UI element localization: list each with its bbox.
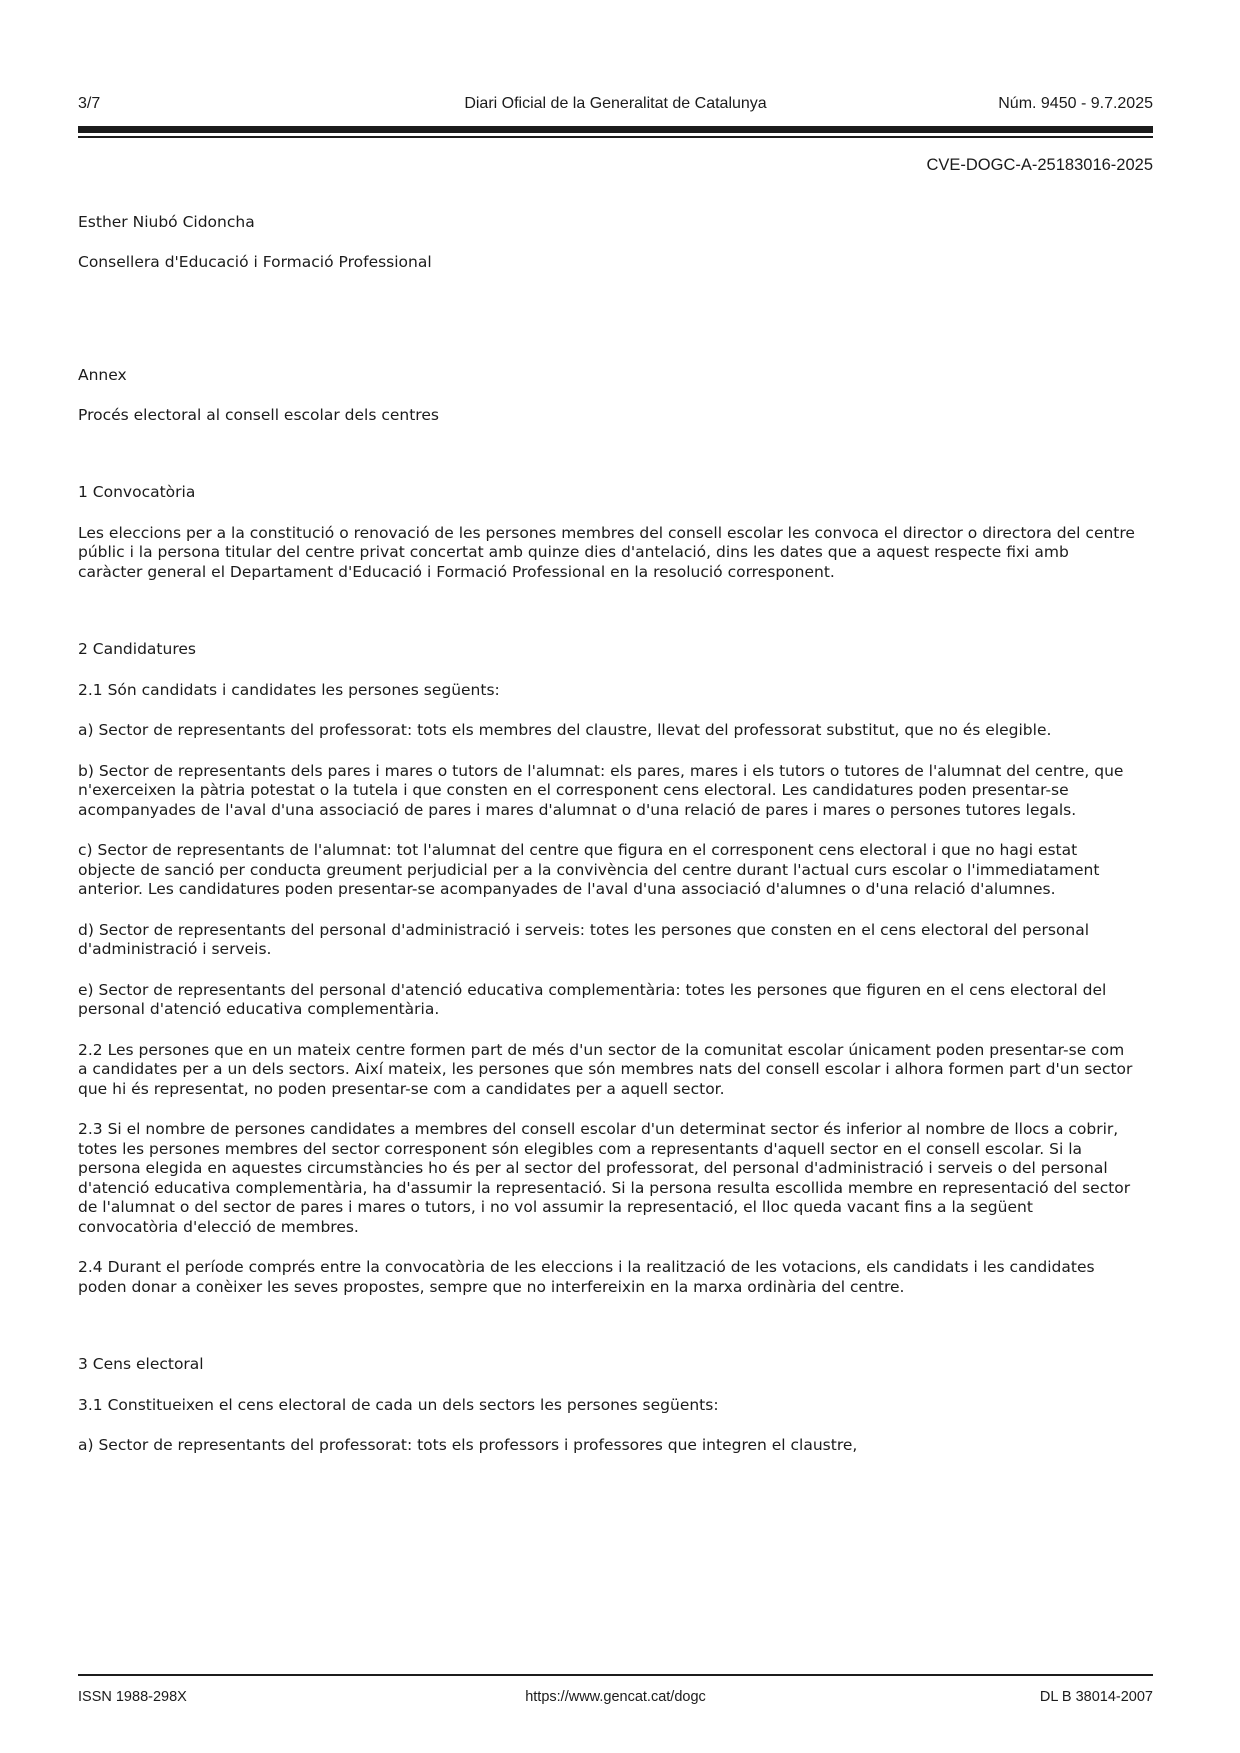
paragraph: e) Sector de representants del personal d'atenció educativa complementària: totes les persones que figuren en el cens electoral del personal d'atenció educativa complementària. [78, 980, 1107, 1018]
page-footer [78, 1674, 1153, 1706]
page-header [78, 95, 1153, 113]
signer-name: Esther Niubó Cidoncha [78, 213, 255, 231]
paragraph: 2.1 Són candidats i candidates les persones següents: [78, 680, 500, 699]
signer-title: Consellera d'Educació i Formació Professional [78, 252, 432, 271]
page-number: 3/7 [78, 95, 101, 112]
paragraph: 2.4 Durant el període comprés entre la convocatòria de les eleccions i la realització de les votacions, els candidats i les candidates poden donar a conèixer les seves propostes, sempre que no interfereixin en la marxa ordinària del centre. [78, 1258, 1095, 1296]
annex-label: Annex [78, 366, 127, 384]
paragraph: Les eleccions per a la constitució o renovació de les persones membres del consell escolar les convoca el director o directora del centre públic i la persona titular del centre privat concertat amb quinze dies d'antelació, dins les dates que a aquest respecte fixi amb caràcter general el Departament d'Educació i Formació Professional en la resolució corresponent. [78, 523, 1135, 581]
issue-number: Núm. 9450 - 9.7.2025 [998, 95, 1153, 112]
paragraph: a) Sector de representants del professorat: tots els professors i professores que integren el claustre, [78, 1436, 858, 1454]
dogc-url-link[interactable]: https://www.gencat.cat/dogc [525, 1689, 706, 1705]
header-rule [78, 126, 1153, 138]
legal-deposit: DL B 38014-2007 [1039, 1689, 1153, 1705]
paragraph: c) Sector de representants de l'alumnat: tot l'alumnat del centre que figura en el corresponent cens electoral i que no hagi estat objecte de sanció per conducta greument perjudicial per a la convivència del centre durant l'actual curs escolar o l'immediatament anterior. Les candidatures poden presentar-se acompanyades de l'aval d'una associació d'alumnes o d'una relació d'alumnes. [78, 841, 1100, 898]
header-rule-thin [78, 136, 1153, 138]
paragraph: b) Sector de representants dels pares i mares o tutors de l'alumnat: els pares, mares i els tutors o tutores de l'alumnat del centre, que n'exerceixen la pàtria potestat o la tutela i que consten en el corresponent cens electoral. Les candidatures poden presentar-se acompanyades de l'aval d'una associació de pares i mares d'alumnat o d'una relació de pares i mares o persones tutores legals. [78, 761, 1124, 819]
annex-title: Procés electoral al consell escolar dels centres [78, 405, 439, 424]
paragraph: 2.3 Si el nombre de persones candidates a membres del consell escolar d'un determinat sector és inferior al nombre de llocs a cobrir, totes les persones membres del sector corresponent són elegibles com a representants d'aquell sector en el consell escolar. Si la persona elegida en aquestes circumstàncies ho és per al sector del professorat, del personal d'administració i serveis o del personal d'atenció educativa complementària, ha d'assumir la representació. Si la persona resulta escollida membre en representació del sector de l'alumnat o del sector de pares i mares o tutors, i no vol assumir la representació, el lloc queda vacant fins a la següent convocatòria d'elecció de membres. [78, 1120, 1131, 1236]
paragraph: 2.2 Les persones que en un mateix centre formen part de més d'un sector de la comunitat escolar únicament poden presentar-se com a candidates per a un dels sectors. Així mateix, les persones que són membres nats del consell escolar i alhora formen part d'un sector que hi és representat, no poden presentar-se com a candidates per a aquell sector. [78, 1040, 1133, 1098]
section-heading: 3 Cens electoral [78, 1355, 204, 1373]
journal-title: Diari Oficial de la Generalitat de Catalunya [464, 95, 767, 112]
issn-number: ISSN 1988-298X [78, 1689, 187, 1705]
paragraph: 3.1 Constitueixen el cens electoral de cada un dels sectors les persones següents: [78, 1395, 719, 1414]
section-heading: 1 Convocatòria [78, 483, 196, 501]
header-rule-thick [78, 126, 1153, 133]
section-heading: 2 Candidatures [78, 640, 196, 658]
footer-rule [78, 1674, 1153, 1676]
cve-code: CVE-DOGC-A-25183016-2025 [926, 156, 1153, 174]
paragraph: a) Sector de representants del professorat: tots els membres del claustre, llevat del professorat substitut, que no és elegible. [78, 721, 1052, 739]
paragraph: d) Sector de representants del personal d'administració i serveis: totes les persones que consten en el cens electoral del personal d'administració i serveis. [78, 920, 1090, 958]
document-body [78, 213, 1138, 1477]
footer-row [78, 1689, 1153, 1706]
